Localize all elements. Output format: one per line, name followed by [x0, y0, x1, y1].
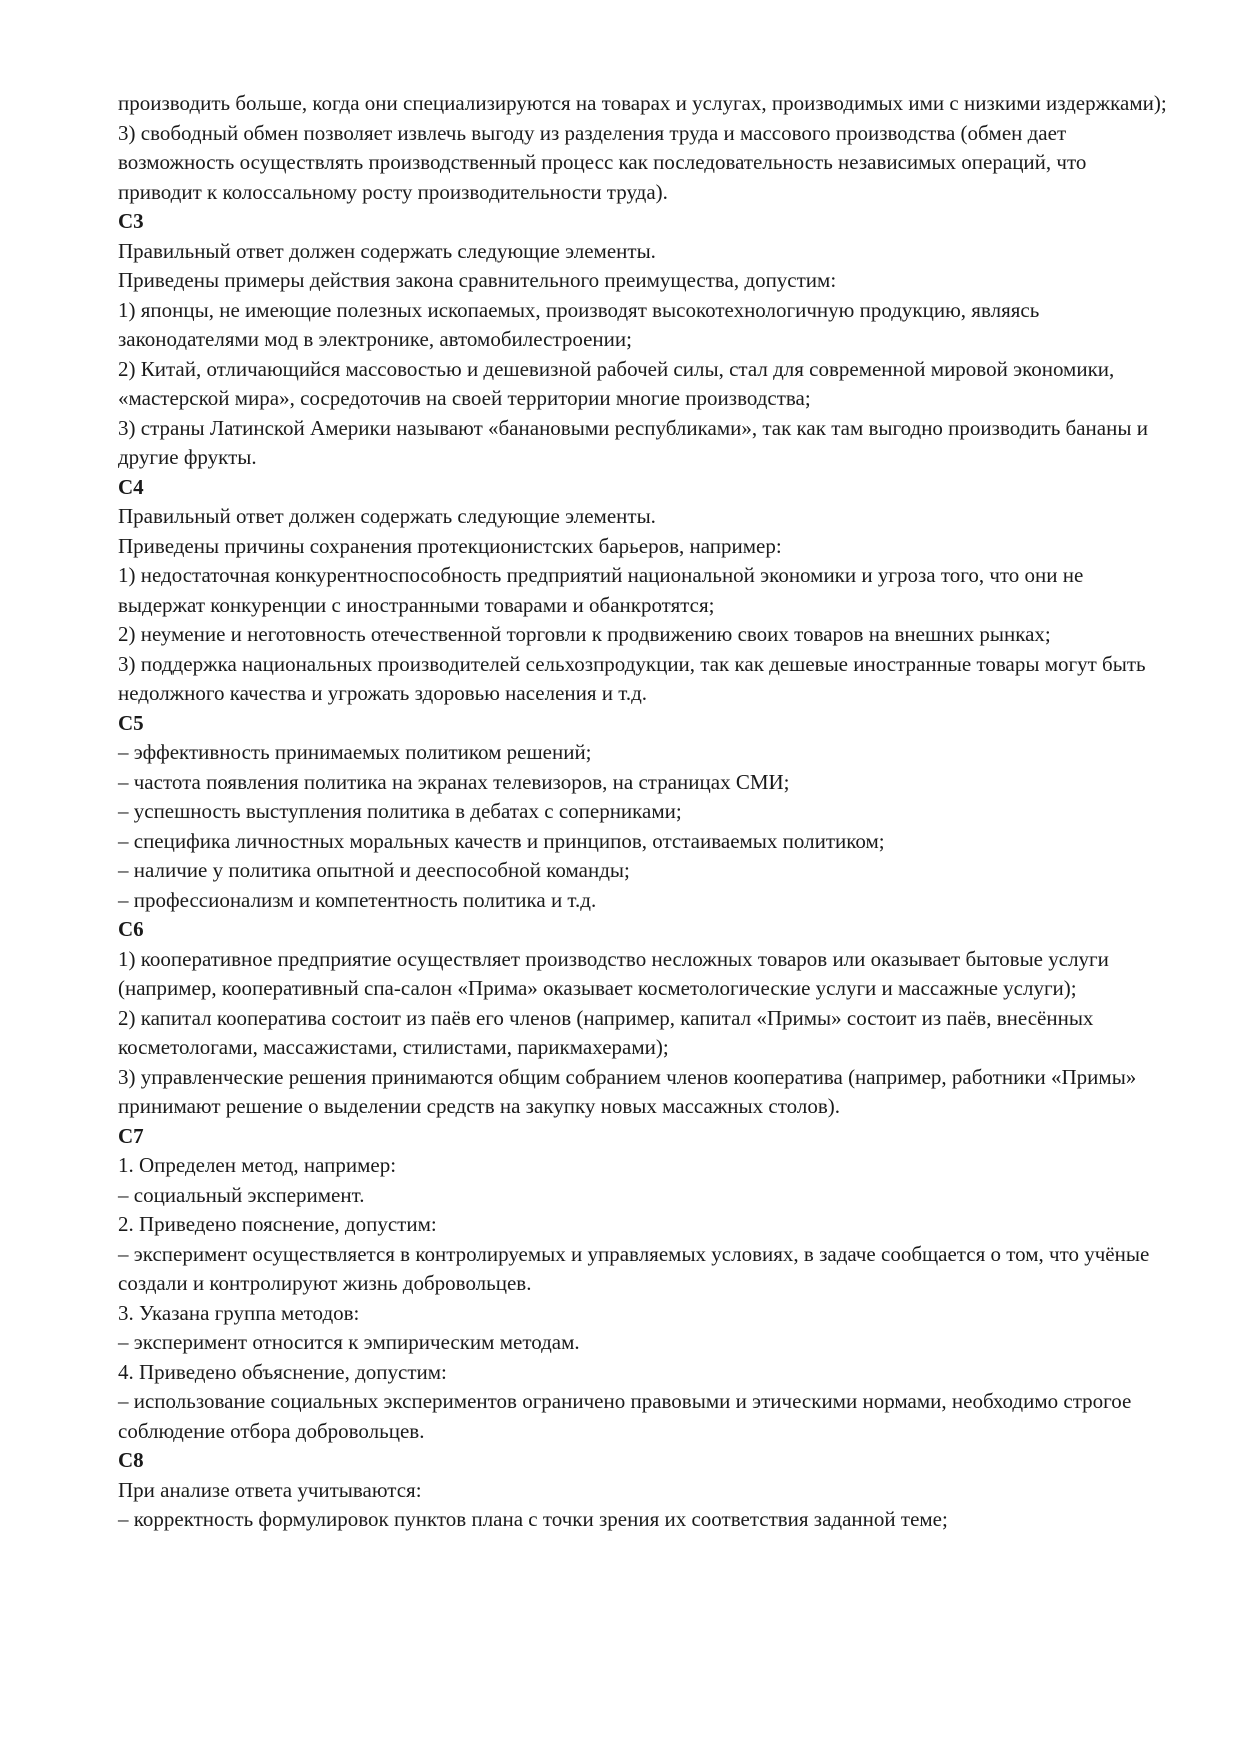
text-paragraph: 3) страны Латинской Америки называют «банановыми республиками», так как там выгодно производить бананы и другие фрукты.	[118, 415, 1148, 469]
text-paragraph: 1) японцы, не имеющие полезных ископаемых, производят высокотехнологичную продукцию, являясь законодателями мод в электронике, автомобилестроении;	[118, 297, 1040, 351]
text-paragraph: – использование социальных экспериментов ограничено правовыми и этическими нормами, необходимо строгое соблюдение отбора добровольцев.	[118, 1389, 1132, 1443]
section-heading: С8	[118, 1448, 144, 1472]
text-paragraph: 1. Определен метод, например:	[118, 1153, 397, 1177]
section-heading: С7	[118, 1123, 144, 1148]
text-paragraph: – специфика личностных моральных качеств и принципов, отстаиваемых политиком;	[118, 828, 885, 853]
section-heading: С3	[118, 209, 144, 233]
text-paragraph: 3) свободный обмен позволяет извлечь выгоду из разделения труда и массового производства (обмен дает возможность осуществлять производственный процесс как последовательность независимых операций, что приводит к колоссальному росту производительности труда).	[118, 120, 1087, 204]
text-paragraph: – эксперимент относится к эмпирическим методам.	[118, 1330, 580, 1354]
section-heading: С4	[118, 474, 144, 499]
text-paragraph: Приведены причины сохранения протекционистских барьеров, например:	[118, 533, 782, 558]
document-page	[118, 89, 1168, 1535]
text-paragraph: производить больше, когда они специализируются на товарах и услугах, производимых ими с низкими издержками);	[118, 91, 1167, 115]
text-paragraph: 1) недостаточная конкурентноспособность предприятий национальной экономики и угроза того, что они не выдержат конкуренции с иностранными товарами и обанкротятся;	[118, 563, 1084, 617]
text-paragraph: Правильный ответ должен содержать следующие элементы.	[118, 504, 656, 528]
text-paragraph: 3) управленческие решения принимаются общим собранием членов кооператива (например, работники «Примы» принимают решение о выделении средств на закупку новых массажных столов).	[118, 1064, 1137, 1118]
text-paragraph: 2. Приведено пояснение, допустим:	[118, 1212, 437, 1236]
text-paragraph: – социальный эксперимент.	[118, 1182, 365, 1207]
section-heading: С5	[118, 710, 144, 735]
text-paragraph: – успешность выступления политика в дебатах с соперниками;	[118, 799, 682, 823]
text-paragraph: 3) поддержка национальных производителей сельхозпродукции, так как дешевые иностранные товары могут быть недолжного качества и угрожать здоровью населения и т.д.	[118, 651, 1146, 705]
text-paragraph: Приведены примеры действия закона сравнительного преимущества, допустим:	[118, 268, 837, 292]
text-paragraph: – профессионализм и компетентность политика и т.д.	[118, 887, 597, 912]
text-paragraph: – наличие у политика опытной и дееспособной команды;	[118, 858, 630, 882]
text-paragraph: – эффективность принимаемых политиком решений;	[118, 740, 592, 764]
text-paragraph: При анализе ответа учитываются:	[118, 1477, 422, 1502]
text-paragraph: 3. Указана группа методов:	[118, 1300, 360, 1325]
text-paragraph: 2) капитал кооператива состоит из паёв его членов (например, капитал «Примы» состоит из паёв, внесённых косметологами, массажистами, стилистами, парикмахерами);	[118, 1005, 1094, 1059]
text-paragraph: 2) Китай, отличающийся массовостью и дешевизной рабочей силы, стал для современной мировой экономики, «мастерской мира», сосредоточив на своей территории многие производства;	[118, 356, 1115, 410]
text-paragraph: Правильный ответ должен содержать следующие элементы.	[118, 238, 656, 263]
text-paragraph: 2) неумение и неготовность отечественной торговли к продвижению своих товаров на внешних рынках;	[118, 622, 1051, 646]
section-heading: С6	[118, 917, 144, 941]
text-paragraph: – частота появления политика на экранах телевизоров, на страницах СМИ;	[118, 769, 790, 794]
text-paragraph: 1) кооперативное предприятие осуществляет производство несложных товаров или оказывает бытовые услуги (например, кооперативный спа-салон «Прима» оказывает косметологические услуги и массажные услуги);	[118, 946, 1109, 1000]
text-paragraph: – корректность формулировок пунктов плана с точки зрения их соответствия заданной теме;	[118, 1507, 948, 1531]
text-paragraph: 4. Приведено объяснение, допустим:	[118, 1359, 447, 1384]
text-paragraph: – эксперимент осуществляется в контролируемых и управляемых условиях, в задаче сообщается о том, что учёные создали и контролируют жизнь добровольцев.	[118, 1241, 1150, 1295]
